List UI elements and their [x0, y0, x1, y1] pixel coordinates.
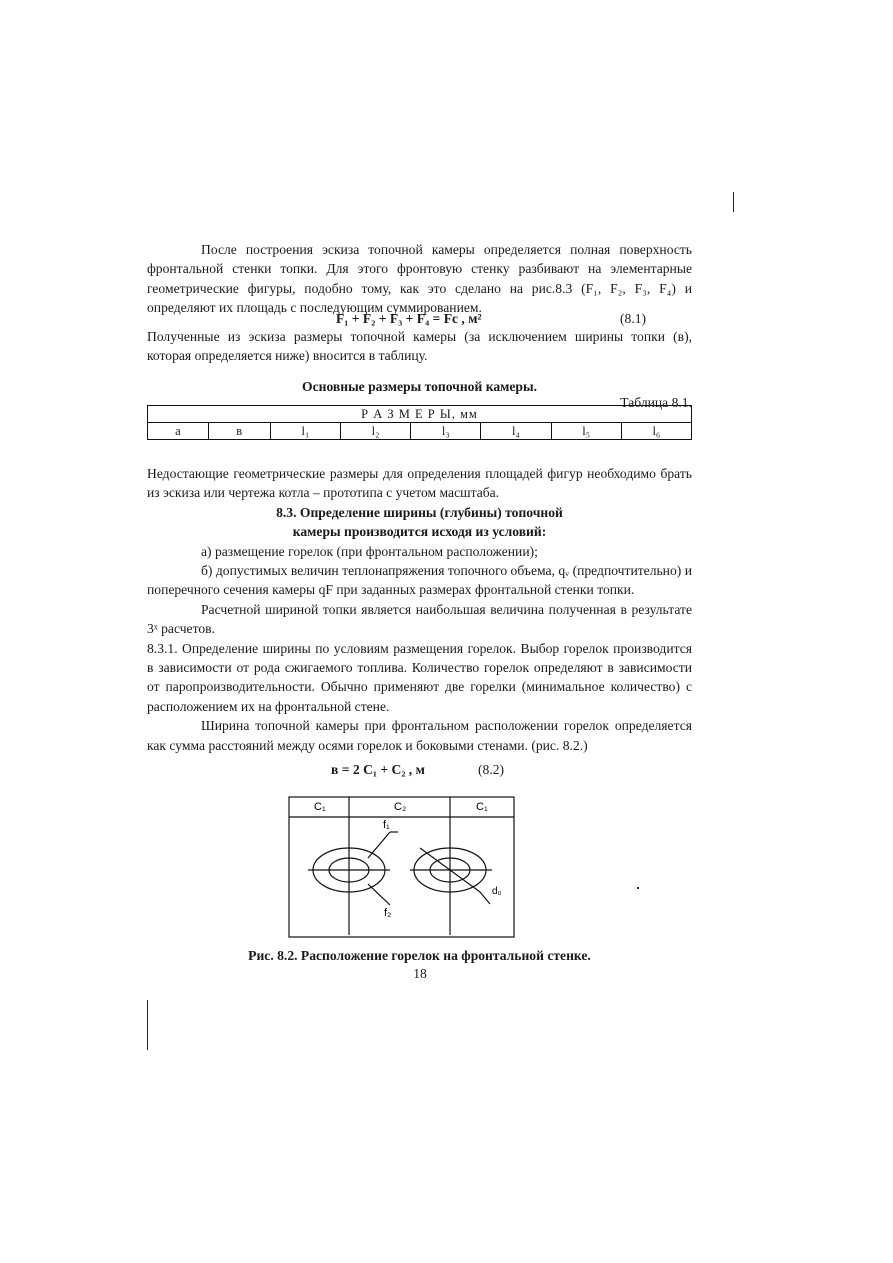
leader-f2	[368, 884, 390, 905]
paragraph-8-3-1: 8.3.1. Определение ширины по условиям размещения горелок. Выбор горелок производится в зависимости от рода сжигаемого топлива. Количество горелок определяют в зависимости от паропроизводительности. Обычно применяют две горелки (минимальное количество) с расположением их на фронтальной стене.	[147, 640, 692, 714]
label-d0: d₀	[492, 886, 502, 897]
formula-8-2: в = 2 C₁ + C₂ , м	[331, 762, 425, 777]
table-row	[148, 423, 692, 440]
formula-8-1-number: (8.1)	[620, 311, 647, 326]
paragraph-results-block	[147, 327, 692, 366]
table-cell: l₄	[481, 423, 551, 440]
scan-mark-top-right	[733, 192, 734, 212]
table-cell: l₂	[340, 423, 410, 440]
section-heading-line2: камеры производится исходя из условий:	[292, 524, 547, 540]
condition-b: б) допустимых величин теплонапряжения топочного объема, qᵥ (предпочтительно) и поперечного сечения камеры qF при заданных размерах фронтальной стенки топки.	[147, 563, 692, 598]
paragraph-results: Полученные из эскиза размеры топочной камеры (за исключением ширины топки (в), которая определяется ниже) вносится в таблицу.	[147, 329, 692, 364]
formula-8-2-number: (8.2)	[478, 762, 505, 777]
table-header-row	[148, 406, 692, 423]
section-heading-line1: 8.3. Определение ширины (глубины) топочной	[276, 504, 563, 520]
leader-d0	[480, 892, 490, 904]
table-title: Основные размеры топочной камеры.	[302, 379, 537, 394]
label-c2: C₂	[394, 801, 407, 813]
paragraph-missing-dims: Недостающие геометрические размеры для определения площадей фигур необходимо брать из эскиза или чертежа котла – прототипа с учетом масштаба.	[147, 466, 692, 501]
condition-a: а) размещение горелок (при фронтальном расположении);	[201, 543, 538, 559]
table-cell: l₁	[270, 423, 340, 440]
table-header-cell: Р А З М Е Р Ы, мм	[148, 406, 692, 423]
dimensions-table	[147, 405, 692, 440]
table-number: Таблица 8.1.	[620, 395, 692, 410]
body-block	[147, 464, 692, 755]
intro-block	[147, 240, 692, 318]
scan-dot	[637, 887, 639, 889]
paragraph-intro: После построения эскиза топочной камеры определяется полная поверхность фронтальной стенки топки. Для этого фронтовую стенку разбивают на элементарные геометрические фигуры, подобно тому, как это сделано на рис.8.3 (F₁, F₂, F₃, F₄) и определяют их площадь с последующим суммированием.	[147, 242, 692, 316]
table-cell: в	[208, 423, 270, 440]
table-cell: l₃	[411, 423, 481, 440]
label-f1: f₁	[383, 819, 390, 831]
front-wall-outline	[289, 797, 514, 937]
figure-caption: Рис. 8.2. Расположение горелок на фронтальной стенке.	[248, 948, 591, 963]
burner-layout-figure	[280, 790, 520, 940]
leader-f1	[368, 832, 390, 858]
paragraph-calc-width: Расчетной шириной топки является наибольшая величина полученная в результате 3ˣ расчетов.	[147, 601, 692, 637]
scan-mark-left	[147, 1000, 148, 1050]
table-cell: а	[148, 423, 209, 440]
label-f2: f₂	[384, 907, 392, 919]
page-number: 18	[413, 966, 427, 981]
label-c1-left: C₁	[314, 801, 326, 813]
formula-8-1: F₁ + F₂ + F₃ + F₄ = Fс , м²	[336, 311, 482, 326]
label-c1-right: C₁	[476, 801, 488, 813]
paragraph-width-def: Ширина топочной камеры при фронтальном расположении горелок определяется как сумма расстояний между осями горелок и боковыми стенами. (рис. 8.2.)	[147, 718, 692, 753]
table-cell: l₅	[551, 423, 621, 440]
table-cell: l₆	[621, 423, 691, 440]
